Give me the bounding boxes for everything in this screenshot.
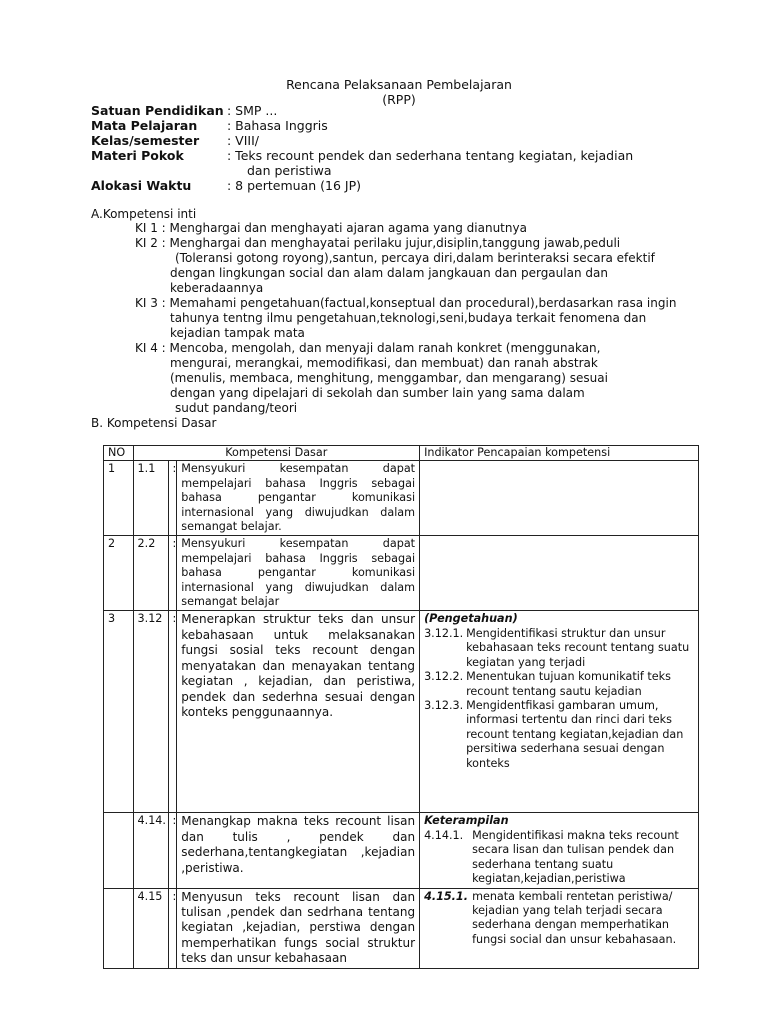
row-code: 2.2: [133, 536, 168, 611]
col-header-indikator: Indikator Pencapaian kompetensi: [420, 446, 699, 461]
row-colon: :: [168, 888, 177, 968]
table-row: [104, 888, 699, 968]
info-label: Alokasi Waktu: [91, 178, 192, 193]
row-no: 3: [104, 611, 134, 813]
col-header-kd: Kompetensi Dasar: [133, 446, 420, 461]
indicator-item: [424, 829, 694, 887]
row-code: 3.12: [133, 611, 168, 813]
row-colon: :: [168, 461, 177, 536]
ki-line: (Toleransi gotong royong),santun, percaya diri,dalam berinteraksi secara efektif: [175, 251, 655, 265]
ki-line: (menulis, membaca, menghitung, menggambar, dan mengarang) sesuai: [170, 371, 608, 385]
info-value-cont: dan peristiwa: [247, 163, 332, 178]
indicator-item: [424, 670, 694, 699]
indicator-text: Mengidentifikasi struktur dan unsur kebahasaan teks recount tentang suatu kegiatan yang terjadi: [466, 626, 690, 669]
info-value: : SMP ...: [227, 103, 278, 118]
row-kd-text: Menerapkan struktur teks dan unsur kebahasaan untuk melaksanakan fungsi sosial teks recount dengan menyatakan dan menayakan tentang kegiatan , kejadian, dan peristiwa, pendek dan sederhna sesuai dengan konteks penggunaannya.: [177, 611, 420, 813]
indicator-item: [424, 699, 694, 771]
ki-line: KI 1 : Menghargai dan menghayati ajaran agama yang dianutnya: [135, 221, 527, 235]
row-code: 4.14.: [133, 813, 168, 888]
row-kd-text: Mensyukuri kesempatan dapat mempelajari bahasa Inggris sebagai bahasa pengantar komunikasi internasional yang diwujudkan dalam semangat belajar.: [177, 461, 420, 536]
info-label: Satuan Pendidikan: [91, 103, 224, 118]
ki-line: KI 4 : Mencoba, mengolah, dan menyaji dalam ranah konkret (menggunakan,: [135, 341, 601, 355]
table-row: [104, 813, 699, 888]
indicator-text: menata kembali rentetan peristiwa/ kejadian yang telah terjadi secara sederhana dengan memperhatikan fungsi social dan unsur kebahasaan.: [472, 889, 677, 946]
table-row: [104, 611, 699, 813]
ki-line: mengurai, merangkai, memodifikasi, dan membuat) dan ranah abstrak: [170, 356, 598, 370]
row-no: 2: [104, 536, 134, 611]
ki-line: kejadian tampak mata: [170, 326, 305, 340]
ki-line: KI 2 : Menghargai dan menghayatai perilaku jujur,disiplin,tanggung jawab,peduli: [135, 236, 621, 250]
info-value: : Teks recount pendek dan sederhana tentang kegiatan, kejadian: [227, 148, 634, 163]
row-indicator: [420, 611, 699, 813]
table-row: [104, 461, 699, 536]
indicator-heading: (Pengetahuan): [424, 612, 518, 626]
info-label: Materi Pokok: [91, 148, 184, 163]
indicator-heading: Keterampilan: [424, 814, 509, 828]
row-indicator: [420, 888, 699, 968]
ki-line: dengan yang dipelajari di sekolah dan sumber lain yang sama dalam: [170, 386, 585, 400]
indicator-item: [424, 890, 694, 948]
indicator-number: 4.15.1.: [424, 889, 468, 903]
table-header-row: [104, 446, 699, 461]
indicator-item: [424, 627, 694, 670]
ki-line: dengan lingkungan social dan alam dalam jangkauan dan pergaulan dan: [170, 266, 608, 280]
section-heading: B. Kompetensi Dasar: [91, 416, 217, 430]
info-value: : Bahasa Inggris: [227, 118, 328, 133]
row-colon: :: [168, 536, 177, 611]
col-header-no: NO: [104, 446, 134, 461]
ki-line: tahunya tentng ilmu pengetahuan,teknologi,seni,budaya terkait fenomena dan: [170, 311, 647, 325]
kompetensi-dasar-table: [103, 445, 699, 969]
doc-subtitle: (RPP): [382, 92, 416, 107]
info-value: : VIII/: [227, 133, 260, 148]
indicator-number: 4.14.1.: [424, 828, 464, 842]
row-kd-text: Menangkap makna teks recount lisan dan tulis , pendek dan sederhana,tentangkegiatan ,kejadian ,peristiwa.: [177, 813, 420, 888]
indicator-text: Mengidentfikasi gambaran umum, informasi tertentu dan rinci dari teks recount tentang kegiatan,kejadian dan persitiwa sederhana sesuai dengan konteks: [466, 698, 684, 770]
row-colon: :: [168, 611, 177, 813]
indicator-number: 3.12.3.: [424, 698, 464, 712]
indicator-number: 3.12.2.: [424, 670, 464, 684]
indicator-number: 3.12.1.: [424, 626, 464, 640]
info-label: Mata Pelajaran: [91, 118, 198, 133]
indicator-text: Mengidentifikasi makna teks recount secara lisan dan tulisan pendek dan sederhana tentang suatu kegiatan,kejadian,peristiwa: [472, 828, 679, 886]
row-kd-text: Menyusun teks recount lisan dan tulisan ,pendek dan sedrhana tentang kegiatan ,kejadian, perstiwa dengan memperhatikan fungs social struktur teks dan unsur kebahasaan: [177, 888, 420, 968]
ki-line: KI 3 : Memahami pengetahuan(factual,konseptual dan procedural),berdasarkan rasa ingin: [135, 296, 677, 310]
row-indicator: [420, 813, 699, 888]
row-no: [104, 888, 134, 968]
row-code: 1.1: [133, 461, 168, 536]
section-heading: A.Kompetensi inti: [91, 207, 197, 221]
table-row: [104, 536, 699, 611]
row-indicator: [420, 461, 699, 536]
row-no: [104, 813, 134, 888]
row-colon: :: [168, 813, 177, 888]
ki-line: keberadaannya: [170, 281, 264, 295]
row-code: 4.15: [133, 888, 168, 968]
doc-title: Rencana Pelaksanaan Pembelajaran: [286, 77, 512, 92]
row-indicator: [420, 536, 699, 611]
indicator-text: Menentukan tujuan komunikatif teks recount tentang sautu kejadian: [466, 670, 671, 698]
info-label: Kelas/semester: [91, 133, 200, 148]
ki-line: sudut pandang/teori: [175, 401, 298, 415]
info-value: : 8 pertemuan (16 JP): [227, 178, 361, 193]
row-kd-text: Mensyukuri kesempatan dapat mempelajari bahasa Inggris sebagai bahasa pengantar komunikasi internasional yang diwujudkan dalam semangat belajar: [177, 536, 420, 611]
row-no: 1: [104, 461, 134, 536]
